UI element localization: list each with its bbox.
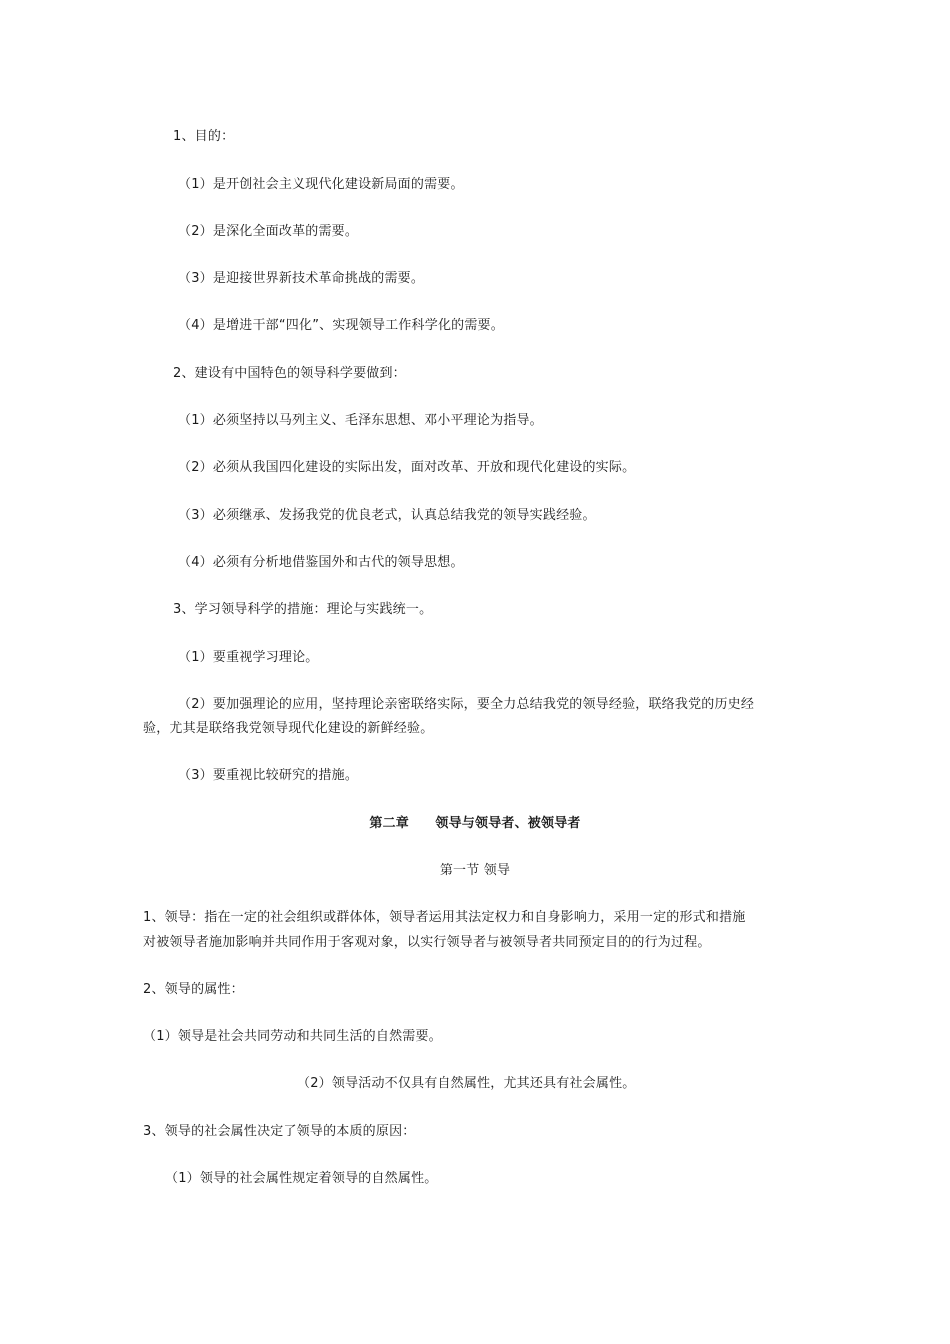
heading-purpose: 1、目的： [173, 129, 235, 144]
list-item: （3）是迎接世界新技术革命挑战的需要。 [178, 271, 425, 286]
list-item: （3）必须继承、发扬我党的优良老式，认真总结我党的领导实践经验。 [178, 508, 596, 523]
paragraph-line: 验，尤其是联络我党领导现代化建设的新鲜经验。 [143, 721, 434, 736]
list-item: （1）领导是社会共同劳动和共同生活的自然需要。 [143, 1029, 442, 1044]
paragraph-line: 对被领导者施加影响并共同作用于客观对象，以实行领导者与被领导者共同预定目的的行为过程。 [143, 935, 711, 950]
list-item: （2）领导活动不仅具有自然属性，尤其还具有社会属性。 [297, 1076, 636, 1091]
heading-essence: 3、领导的社会属性决定了领导的本质的原因： [143, 1124, 416, 1139]
paragraph-line: （2）要加强理论的应用，坚持理论亲密联络实际，要全力总结我党的领导经验，联络我党的历史经 [178, 697, 755, 712]
section-title: 第一节 领导 [439, 863, 511, 878]
list-item: （2）是深化全面改革的需要。 [178, 224, 359, 239]
list-item: （4）是增进干部“四化”、实现领导工作科学化的需要。 [178, 318, 504, 333]
heading-requirements: 2、建设有中国特色的领导科学要做到： [173, 366, 406, 381]
list-item: （1）领导的社会属性规定着领导的自然属性。 [165, 1171, 438, 1186]
list-item: （1）要重视学习理论。 [178, 650, 319, 665]
list-item: （1）必须坚持以马列主义、毛泽东思想、邓小平理论为指导。 [178, 413, 543, 428]
heading-attributes: 2、领导的属性： [143, 982, 244, 997]
list-item: （1）是开创社会主义现代化建设新局面的需要。 [178, 177, 464, 192]
list-item: （2）必须从我国四化建设的实际出发，面对改革、开放和现代化建设的实际。 [178, 460, 636, 475]
list-item: （4）必须有分析地借鉴国外和古代的领导思想。 [178, 555, 464, 570]
heading-measures: 3、学习领导科学的措施：理论与实践统一。 [173, 602, 433, 617]
list-item: （3）要重视比较研究的措施。 [178, 768, 359, 783]
chapter-title: 第二章 领导与领导者、被领导者 [369, 816, 581, 831]
paragraph-line: 1、领导：指在一定的社会组织或群体体，领导者运用其法定权力和自身影响力，采用一定的形式和措施 [143, 910, 746, 925]
